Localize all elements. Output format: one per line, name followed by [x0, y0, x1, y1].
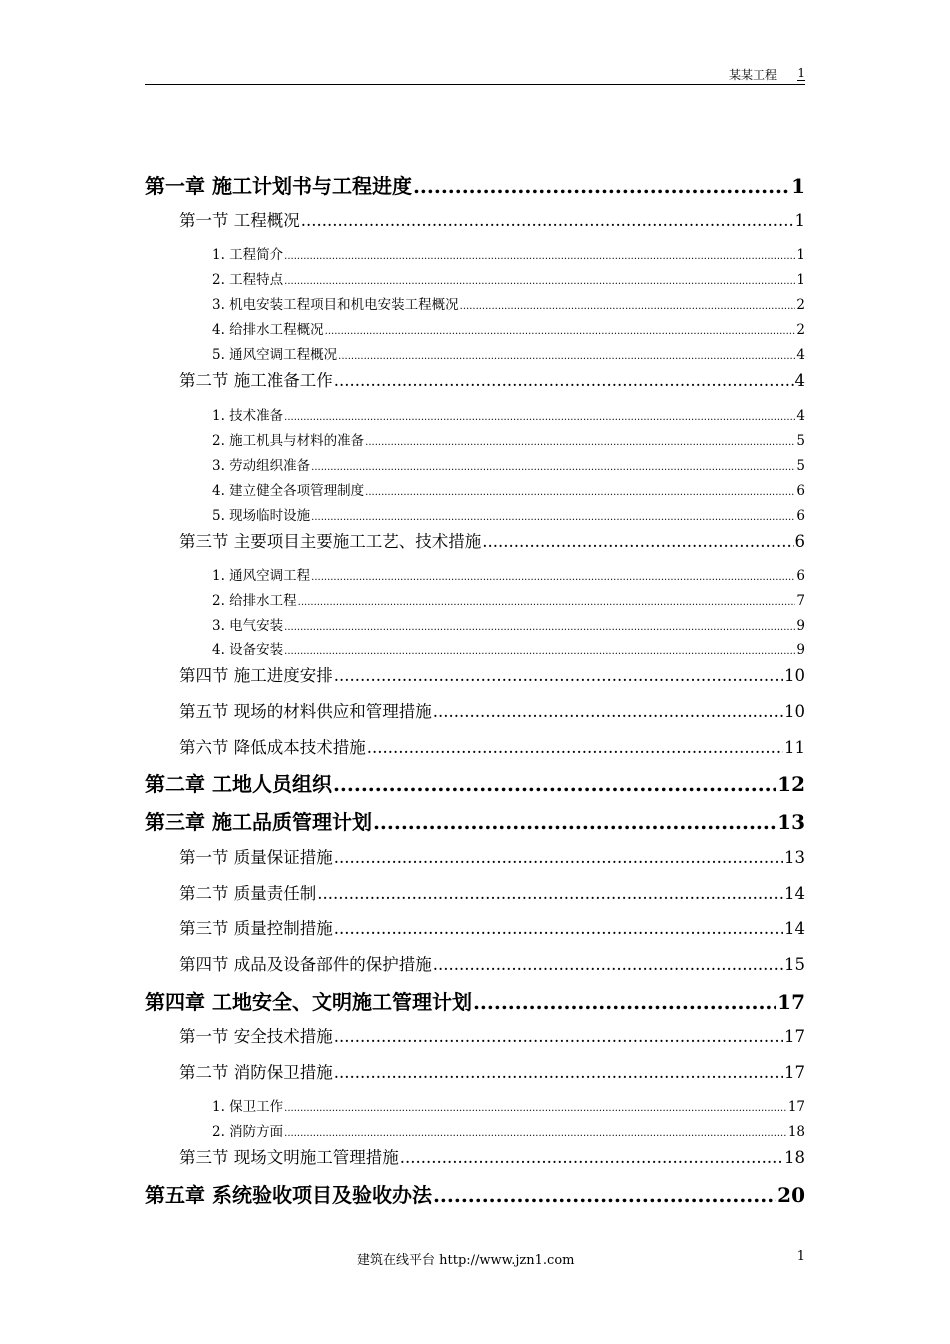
toc-entry-level-2[interactable] — [179, 951, 805, 975]
toc-leader-dots — [334, 666, 783, 685]
toc-entry-level-1[interactable] — [145, 768, 805, 797]
toc-entry-level-3[interactable] — [212, 293, 805, 313]
toc-entry-page: 17 — [784, 1027, 805, 1046]
toc-leader-dots — [334, 1027, 783, 1046]
toc-entry-level-2[interactable] — [179, 662, 805, 686]
toc-leader-dots — [284, 1103, 787, 1114]
toc-entry-page: 17 — [777, 990, 805, 1014]
toc-entry-label: 第三节 质量控制措施 — [179, 919, 333, 938]
toc-entry-page: 9 — [796, 642, 805, 658]
toc-entry-label: 第二章 工地人员组织 — [145, 772, 332, 796]
toc-entry-page: 6 — [796, 508, 805, 524]
toc-leader-dots — [311, 572, 795, 583]
toc-leader-dots — [367, 738, 783, 757]
toc-entry-label: 2. 工程特点 — [212, 272, 284, 288]
toc-entry-label: 第四节 施工进度安排 — [179, 666, 333, 685]
toc-entry-label: 1. 通风空调工程 — [212, 568, 311, 584]
toc-entry-level-2[interactable] — [179, 207, 805, 231]
toc-leader-dots — [473, 990, 776, 1014]
toc-entry-label: 第三节 现场文明施工管理措施 — [179, 1148, 399, 1167]
toc-leader-dots — [298, 597, 796, 608]
toc-leader-dots — [413, 174, 790, 198]
toc-entry-label: 第四节 成品及设备部件的保护措施 — [179, 955, 432, 974]
toc-entry-page: 10 — [784, 702, 805, 721]
toc-entry-level-2[interactable] — [179, 1059, 805, 1083]
toc-entry-page: 11 — [784, 738, 805, 757]
toc-entry-level-1[interactable] — [145, 1179, 805, 1208]
toc-entry-level-2[interactable] — [179, 1023, 805, 1047]
toc-entry-page: 17 — [784, 1063, 805, 1082]
toc-entry-level-1[interactable] — [145, 806, 805, 835]
toc-entry-level-1[interactable] — [145, 170, 805, 199]
toc-entry-level-3[interactable] — [212, 614, 805, 634]
toc-entry-label: 第六节 降低成本技术措施 — [179, 738, 366, 757]
toc-entry-label: 3. 机电安装工程项目和机电安装工程概况 — [212, 297, 459, 313]
toc-leader-dots — [365, 437, 795, 448]
toc-entry-level-2[interactable] — [179, 844, 805, 868]
toc-entry-label: 第五章 系统验收项目及验收办法 — [145, 1183, 432, 1207]
toc-entry-page: 13 — [784, 848, 805, 867]
toc-entry-level-2[interactable] — [179, 880, 805, 904]
toc-entry-label: 第一节 质量保证措施 — [179, 848, 333, 867]
toc-entry-page: 14 — [784, 884, 805, 903]
toc-entry-level-2[interactable] — [179, 734, 805, 758]
toc-entry-label: 2. 施工机具与材料的准备 — [212, 433, 365, 449]
toc-entry-label: 1. 保卫工作 — [212, 1099, 284, 1115]
toc-entry-label: 3. 电气安装 — [212, 618, 284, 634]
toc-leader-dots — [373, 810, 776, 834]
toc-entry-level-3[interactable] — [212, 638, 805, 658]
toc-leader-dots — [284, 251, 795, 262]
toc-entry-page: 18 — [784, 1148, 805, 1167]
toc-entry-label: 1. 工程简介 — [212, 247, 284, 263]
toc-entry-level-3[interactable] — [212, 243, 805, 263]
toc-leader-dots — [317, 884, 783, 903]
toc-entry-label: 第四章 工地安全、文明施工管理计划 — [145, 990, 472, 1014]
toc-entry-label: 第三章 施工品质管理计划 — [145, 810, 372, 834]
toc-entry-label: 4. 建立健全各项管理制度 — [212, 483, 365, 499]
toc-entry-level-3[interactable] — [212, 429, 805, 449]
toc-entry-level-2[interactable] — [179, 528, 805, 552]
toc-entry-level-2[interactable] — [179, 367, 805, 391]
toc-entry-page: 6 — [794, 532, 805, 551]
toc-entry-page: 5 — [796, 458, 805, 474]
toc-entry-page: 18 — [787, 1124, 805, 1140]
toc-leader-dots — [311, 462, 795, 473]
toc-entry-level-1[interactable] — [145, 986, 805, 1015]
toc-leader-dots — [400, 1148, 783, 1167]
toc-entry-page: 15 — [784, 955, 805, 974]
toc-entry-label: 第一节 工程概况 — [179, 211, 300, 230]
toc-entry-label: 2. 消防方面 — [212, 1124, 284, 1140]
toc-leader-dots — [460, 301, 796, 312]
toc-entry-level-3[interactable] — [212, 454, 805, 474]
toc-leader-dots — [365, 487, 795, 498]
toc-entry-page: 4 — [796, 347, 805, 363]
toc-entry-label: 第一节 安全技术措施 — [179, 1027, 333, 1046]
toc-entry-label: 第一章 施工计划书与工程进度 — [145, 174, 412, 198]
toc-entry-label: 第五节 现场的材料供应和管理措施 — [179, 702, 432, 721]
toc-entry-page: 6 — [796, 568, 805, 584]
toc-leader-dots — [433, 1183, 776, 1207]
footer-text: 建筑在线平台 http://www.jzn1.com — [357, 1253, 575, 1268]
toc-leader-dots — [301, 211, 794, 230]
toc-entry-label: 第二节 施工准备工作 — [179, 371, 333, 390]
toc-leader-dots — [334, 371, 794, 390]
toc-entry-label: 第二节 质量责任制 — [179, 884, 317, 903]
toc-entry-page: 4 — [796, 408, 805, 424]
toc-entry-page: 9 — [796, 618, 805, 634]
toc-entry-label: 2. 给排水工程 — [212, 593, 297, 609]
toc-entry-label: 4. 设备安装 — [212, 642, 284, 658]
toc-entry-level-3[interactable] — [212, 479, 805, 499]
header-title: 某某工程 — [728, 68, 777, 82]
toc-entry-level-2[interactable] — [179, 915, 805, 939]
toc-entry-label: 第二节 消防保卫措施 — [179, 1063, 333, 1082]
toc-entry-level-3[interactable] — [212, 318, 805, 338]
toc-entry-label: 5. 现场临时设施 — [212, 508, 311, 524]
toc-leader-dots — [334, 1063, 783, 1082]
toc-entry-level-3[interactable] — [212, 564, 805, 584]
toc-entry-page: 1 — [794, 211, 805, 230]
toc-entry-page: 2 — [796, 322, 805, 338]
toc-leader-dots — [338, 351, 795, 362]
toc-leader-dots — [433, 702, 783, 721]
footer-page-number: 1 — [796, 1249, 805, 1264]
toc-leader-dots — [311, 512, 795, 523]
toc-entry-label: 第三节 主要项目主要施工工艺、技术措施 — [179, 532, 482, 551]
toc-leader-dots — [334, 919, 783, 938]
toc-entry-level-3[interactable] — [212, 268, 805, 288]
toc-entry-label: 3. 劳动组织准备 — [212, 458, 311, 474]
toc-leader-dots — [433, 955, 783, 974]
toc-entry-level-2[interactable] — [179, 698, 805, 722]
toc-entry-page: 20 — [777, 1183, 805, 1207]
header-page-number: 1 — [797, 66, 805, 80]
toc-leader-dots — [284, 646, 795, 657]
toc-entry-page: 6 — [796, 483, 805, 499]
toc-entry-page: 1 — [796, 247, 805, 263]
toc-entry-page: 1 — [796, 272, 805, 288]
toc-entry-level-2[interactable] — [179, 1144, 805, 1168]
toc-leader-dots — [334, 848, 783, 867]
toc-entry-page: 7 — [796, 593, 805, 609]
toc-entry-label: 4. 给排水工程概况 — [212, 322, 324, 338]
toc-entry-label: 5. 通风空调工程概况 — [212, 347, 338, 363]
toc-entry-level-3[interactable] — [212, 343, 805, 363]
toc-entry-level-3[interactable] — [212, 589, 805, 609]
toc-entry-page: 1 — [791, 174, 805, 198]
toc-entry-page: 5 — [796, 433, 805, 449]
toc-leader-dots — [284, 412, 795, 423]
toc-entry-page: 14 — [784, 919, 805, 938]
toc-entry-page: 12 — [777, 772, 805, 796]
toc-leader-dots — [284, 1128, 787, 1139]
toc-leader-dots — [284, 276, 795, 287]
toc-entry-level-3[interactable] — [212, 1095, 805, 1115]
toc-entry-page: 4 — [794, 371, 805, 390]
toc-leader-dots — [284, 622, 795, 633]
toc-entry-page: 17 — [787, 1099, 805, 1115]
toc-entry-level-3[interactable] — [212, 504, 805, 524]
toc-entry-page: 13 — [777, 810, 805, 834]
toc-entry-page: 2 — [796, 297, 805, 313]
toc-entry-page: 10 — [784, 666, 805, 685]
toc-leader-dots — [333, 772, 776, 796]
toc-entry-level-3[interactable] — [212, 404, 805, 424]
page-header — [145, 62, 805, 85]
toc-entry-label: 1. 技术准备 — [212, 408, 284, 424]
toc-entry-level-3[interactable] — [212, 1120, 805, 1140]
toc-leader-dots — [482, 532, 793, 551]
toc-leader-dots — [325, 326, 796, 337]
